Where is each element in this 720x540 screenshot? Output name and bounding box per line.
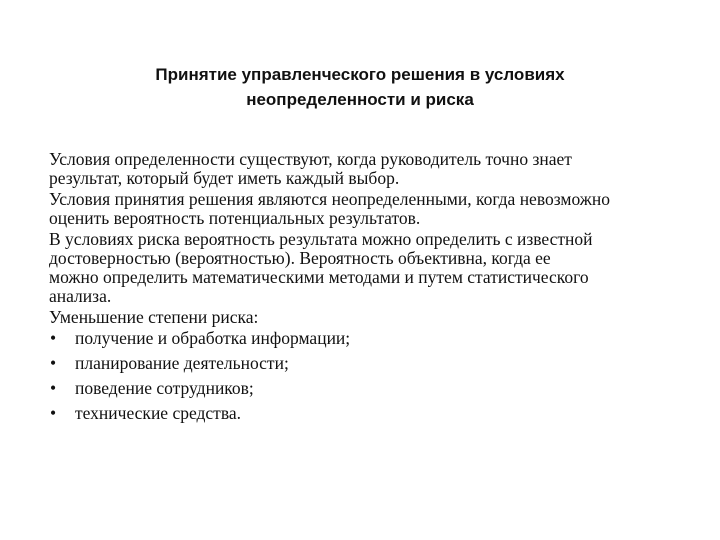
paragraph-line: В условиях риска вероятность результата можно определить с известной — [49, 229, 593, 249]
list-item — [49, 329, 709, 348]
paragraph-certainty — [49, 150, 709, 188]
list-item — [49, 379, 709, 398]
slide-body — [49, 150, 709, 429]
paragraph-line: оценить вероятность потенциальных результатов. — [49, 208, 421, 228]
list-item-text: технические средства. — [75, 403, 241, 423]
slide-title-line-1: Принятие управленческого решения в условиях — [155, 65, 565, 84]
slide-title — [80, 62, 640, 112]
bullet-icon: • — [50, 353, 57, 373]
paragraph-line: Условия определенности существуют, когда руководитель точно знает — [49, 149, 572, 169]
risk-reduction-list — [49, 329, 709, 423]
list-item-text: получение и обработка информации; — [75, 328, 351, 348]
bullet-icon: • — [50, 378, 57, 398]
paragraph-uncertainty — [49, 190, 709, 228]
paragraph-risk — [49, 230, 709, 306]
paragraph-line: результат, который будет иметь каждый выбор. — [49, 168, 400, 188]
risk-reduction-heading: Уменьшение степени риска: — [49, 307, 259, 327]
paragraph-line: достоверностью (вероятностью). Вероятность объективна, когда ее — [49, 248, 551, 268]
list-item — [49, 354, 709, 373]
paragraph-line: анализа. — [49, 286, 112, 306]
list-item — [49, 404, 709, 423]
list-item-text: поведение сотрудников; — [75, 378, 254, 398]
bullet-icon: • — [50, 403, 57, 423]
paragraph-line: можно определить математическими методами и путем статистического — [49, 267, 589, 287]
slide-title-line-2: неопределенности и риска — [246, 90, 474, 109]
bullet-icon: • — [50, 328, 57, 348]
paragraph-line: Условия принятия решения являются неопределенными, когда невозможно — [49, 189, 610, 209]
list-item-text: планирование деятельности; — [75, 353, 289, 373]
